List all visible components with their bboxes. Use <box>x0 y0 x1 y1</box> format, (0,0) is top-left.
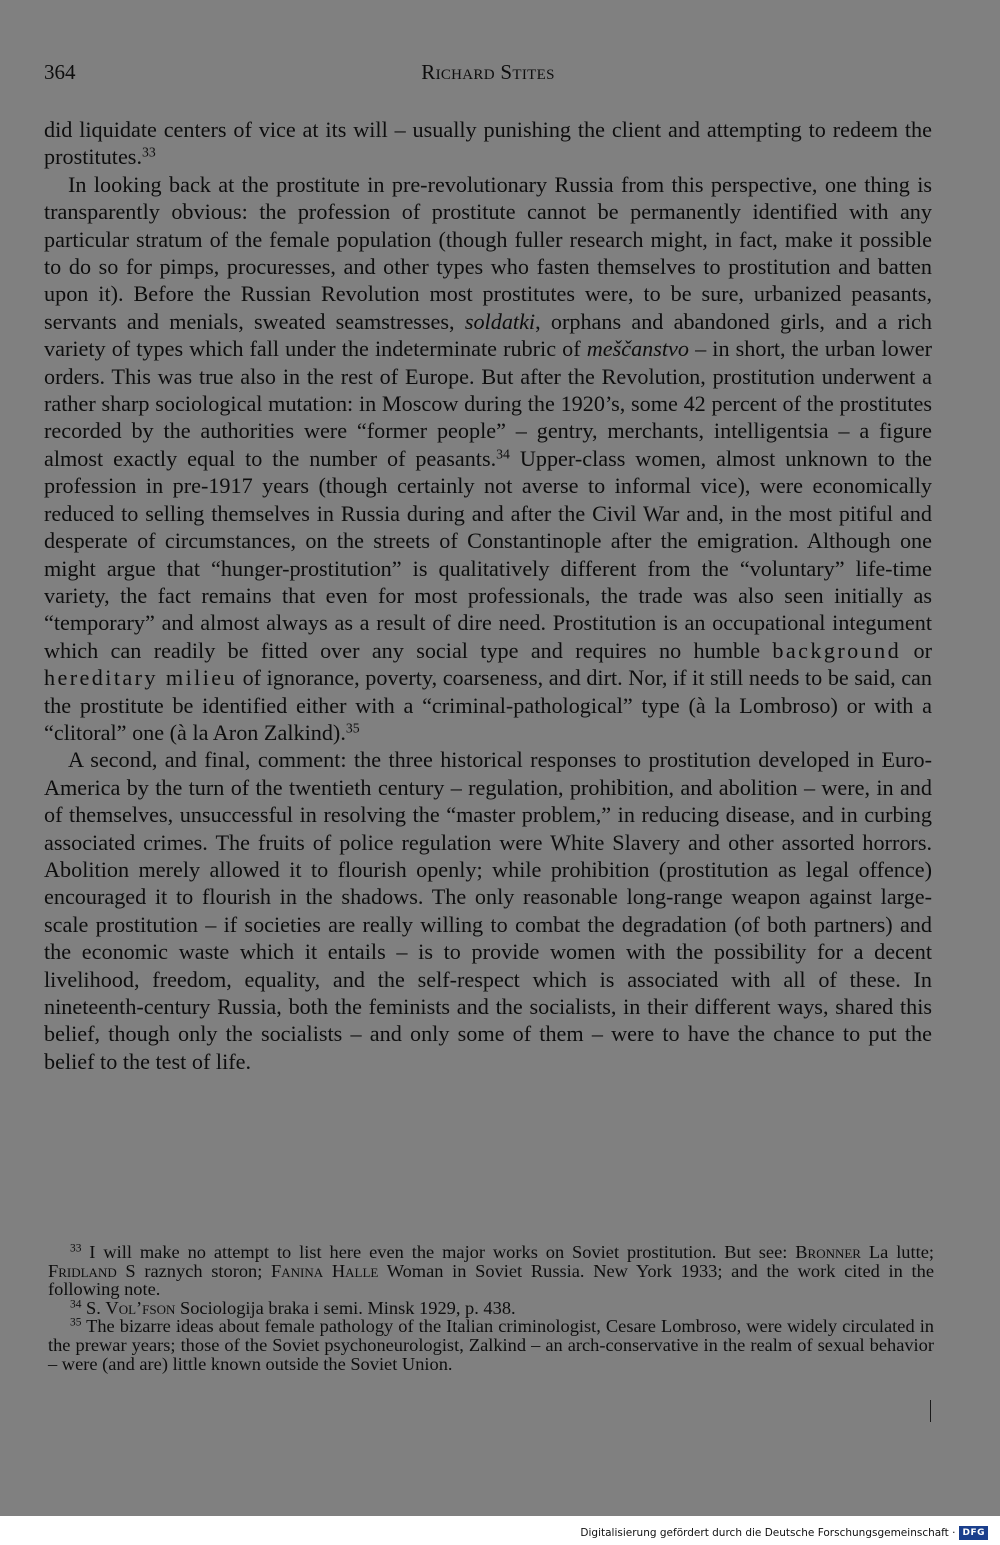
text-run: I will make no attempt to list here even the major works on Soviet prostitution. But see: <box>81 1242 796 1262</box>
footnotes <box>48 1243 934 1373</box>
footnote <box>48 1299 934 1318</box>
text-run: A second, and final, comment: the three historical responses to prostitution developed in Euro-America by the turn of the twentieth century – regulation, prohibition, and abolition – were, in and of themselves, unsuccessful in resolving the “master problem,” in reducing disease, and in curbing associated crimes. The fruits of police regulation were White Slavery and other assorted horrors. Abolition merely allowed it to flourish openly; while prohibition (prostitution as legal offence) encouraged it to flourish in the shadows. The only reasonable long-range weapon against large-scale prostitution – if societies are really willing to combat the degradation (of both partners) and the economic waste which it entails – is to provide women with the possibility for a decent livelihood, freedom, equality, and the self-respect which is associated with all of these. In nineteenth-century Russia, both the feminists and the socialists, in their different ways, shared this belief, though only the socialists – and only some of them – were to have the chance to put the belief to the test of life. <box>44 747 932 1074</box>
body-paragraph <box>44 171 932 747</box>
funding-notice <box>580 1525 988 1541</box>
running-head: Richard Stites <box>421 60 555 84</box>
body-paragraph <box>44 746 932 1075</box>
footnote <box>48 1243 934 1299</box>
author-name: Bronner <box>795 1242 861 1262</box>
text-run: Sociologija braka i semi. Minsk 1929, p. 438. <box>175 1297 516 1318</box>
text-run: S raznych storon; <box>116 1260 272 1281</box>
author-name: Fridland <box>48 1260 117 1281</box>
note-reference: 34 <box>496 446 510 462</box>
spaced-emphasis: background <box>772 637 902 663</box>
note-reference: 35 <box>345 720 360 736</box>
note-reference: 33 <box>142 144 156 160</box>
note-reference: 35 <box>70 1317 82 1330</box>
text-run: of ignorance, poverty, coarseness, and dirt. Nor, if it still needs to be said, can the prostitute be identified either with a “criminal-pathological” type (à la Lombroso) or with a “clitoral” one (à la Aron Zalkind). <box>44 665 932 745</box>
author-name: Fanina Halle <box>271 1260 379 1281</box>
note-reference: 34 <box>70 1298 82 1311</box>
spaced-emphasis: hereditary milieu <box>44 665 238 691</box>
footnote <box>48 1317 934 1373</box>
text-run: did liquidate centers of vice at its will – usually punishing the client and attempting to redeem the prostitutes. <box>44 117 932 170</box>
text-run: Upper-class women, almost unknown to the profession in pre-1917 years (though certainly not averse to informal vice), were economically reduced to selling themselves in Russia during and after the Civil War and, in the most pitiful and desperate of circumstances, on the streets of Constantinople after the emigration. Although one might argue that “hunger-prostitution” is qualitatively different from the “voluntary” life-time variety, the fact remains that even for most professionals, the trade was also seen initially as “temporary” and almost always as a result of dire need. Prostitution is an occupational integument which can readily be fitted over any social type and requires no humble <box>44 445 933 663</box>
body-text <box>44 116 932 1075</box>
text-run: , orphans and abandoned girls, and a rich variety of types which fall under the indeterminate rubric of <box>44 308 932 362</box>
text-run: or <box>901 637 932 663</box>
text-run: S. <box>81 1297 106 1318</box>
text-run: – in short, the urban lower orders. This was true also in the rest of Europe. But after the Revolution, prostitution underwent a rather sharp sociological mutation: in Moscow during the 1920’s, some 42 percent of the prostitutes recorded by the authorities were “former people” – gentry, merchants, intelligentsia – a figure almost exactly equal to the number of peasants. <box>44 336 932 471</box>
page-number: 364 <box>44 60 76 84</box>
funding-text: Digitalisierung gefördert durch die Deutsche Forschungsgemeinschaft · <box>580 1527 956 1539</box>
body-paragraph <box>44 116 932 171</box>
italic-term: soldatki <box>464 308 536 334</box>
italic-term: meščanstvo <box>586 336 690 362</box>
page-header <box>44 52 932 92</box>
text-run: Woman in Soviet Russia. New York 1933; and the work cited in the following note. <box>48 1260 935 1300</box>
dfg-logo: DFG <box>959 1526 988 1540</box>
note-reference: 33 <box>70 1242 82 1255</box>
scan-edge-mark <box>930 1400 931 1422</box>
author-name: Vol’fson <box>105 1297 176 1318</box>
text-run: The bizarre ideas about female pathology of the Italian criminologist, Cesare Lombroso, were widely circulated in the prewar years; those of the Soviet psychoneurologist, Zalkind – an arch-conservative in the realm of sexual behavior – were (and are) little known outside the Soviet Union. <box>48 1316 934 1374</box>
text-run: La lutte; <box>860 1242 934 1262</box>
text-run: In looking back at the prostitute in pre-revolutionary Russia from this perspective, one thing is transparently obvious: the profession of prostitute cannot be permanently identified with any particular stratum of the female population (though fuller research might, in fact, make it possible to do so for pimps, procuresses, and other types who fasten themselves to prostitution and batten upon it). Before the Russian Revolution most prostitutes were, to be sure, urbanized peasants, servants and menials, sweated seamstresses, <box>44 171 932 334</box>
